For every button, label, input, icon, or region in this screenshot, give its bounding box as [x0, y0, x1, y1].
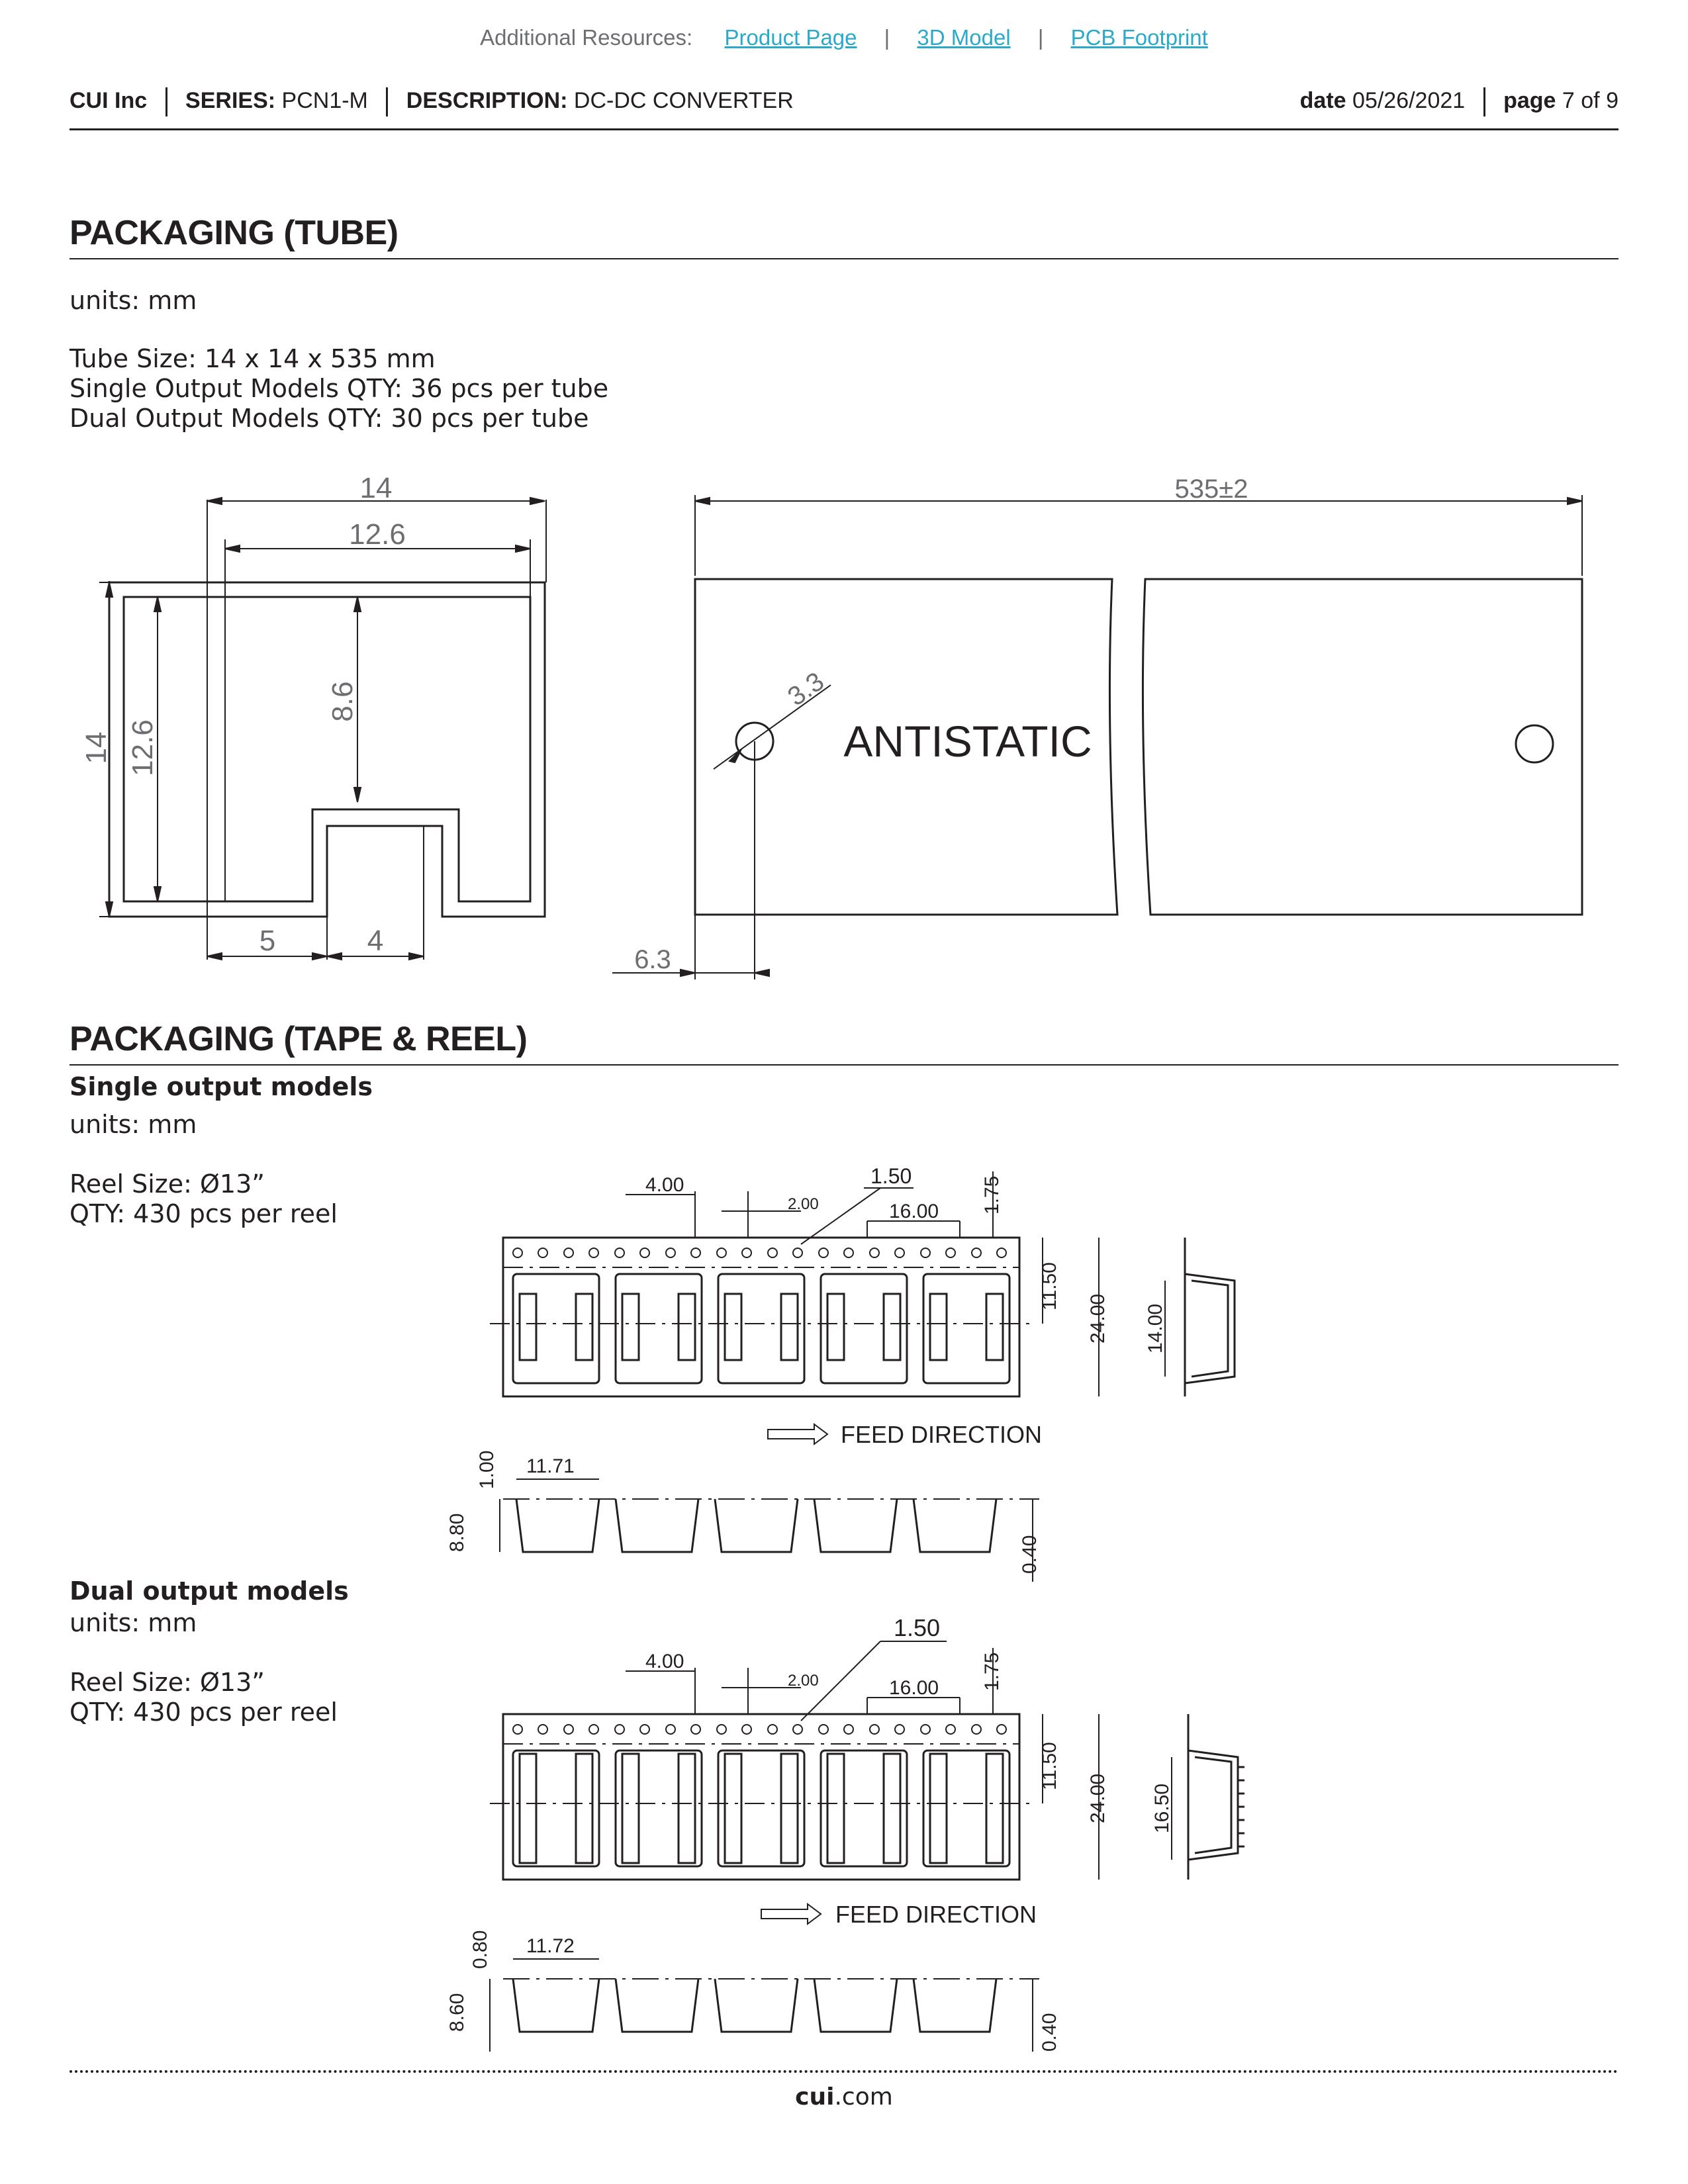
dim-14-height: 14: [80, 731, 113, 764]
tube-single-qty: Single Output Models QTY: 36 pcs per tube: [70, 374, 609, 403]
dual-dim-16-50: 16.50: [1151, 1783, 1173, 1833]
page-value: 7 of 9: [1562, 87, 1618, 113]
single-dim-24-00: 24.00: [1087, 1293, 1109, 1343]
dual-dim-11-50: 11.50: [1039, 1742, 1060, 1790]
single-dim-4-00: 4.00: [645, 1174, 684, 1196]
dual-tape-drawing: [0, 1588, 1688, 2078]
single-title: Single output models: [70, 1072, 373, 1101]
single-dim-1-00: 1.00: [476, 1450, 498, 1489]
dim-offset: 6.3: [634, 945, 671, 974]
dim-4: 4: [367, 925, 384, 957]
page-label: page: [1503, 87, 1556, 113]
dim-12-6-width: 12.6: [349, 518, 406, 551]
dim-8-6: 8.6: [326, 681, 359, 722]
tube-units: units: mm: [70, 286, 197, 315]
dim-length: 535±2: [1174, 475, 1248, 504]
single-dim-2-00: 2.00: [788, 1195, 819, 1213]
footer-domain: .com: [834, 2083, 893, 2111]
description-label: DESCRIPTION:: [406, 87, 568, 113]
product-page-link[interactable]: Product Page: [724, 25, 857, 50]
description-value: DC-DC CONVERTER: [573, 87, 794, 113]
footer-brand: cui: [795, 2083, 835, 2111]
series-value: PCN1-M: [281, 87, 368, 113]
single-qty: QTY: 430 pcs per reel: [70, 1199, 338, 1228]
dual-title: Dual output models: [70, 1576, 349, 1606]
tube-heading: PACKAGING (TUBE): [70, 214, 399, 252]
series-label: SERIES:: [185, 87, 276, 113]
dual-dim-1-75: 1.75: [981, 1652, 1003, 1691]
single-dim-1-50: 1.50: [870, 1164, 912, 1188]
single-dim-14-00: 14.00: [1145, 1303, 1166, 1353]
single-reel-size: Reel Size: Ø13”: [70, 1169, 265, 1199]
date-label: date: [1299, 87, 1346, 113]
single-units: units: mm: [70, 1110, 197, 1139]
dual-qty: QTY: 430 pcs per reel: [70, 1698, 338, 1727]
company-name: CUI Inc: [70, 87, 148, 113]
dual-dim-1-50: 1.50: [894, 1614, 941, 1641]
footer-rule: [70, 2070, 1618, 2073]
dual-dim-24-00: 24.00: [1087, 1773, 1109, 1823]
dual-dim-11-72: 11.72: [526, 1935, 575, 1957]
dual-dim-16-00: 16.00: [889, 1677, 939, 1699]
dim-12-6-height: 12.6: [126, 719, 159, 776]
antistatic-label: ANTISTATIC: [843, 717, 1092, 766]
tube-dual-qty: Dual Output Models QTY: 30 pcs per tube: [70, 404, 589, 433]
reel-heading: PACKAGING (TAPE & REEL): [70, 1020, 528, 1058]
single-dim-8-80: 8.80: [446, 1513, 468, 1552]
resources-label: Additional Resources:: [480, 25, 693, 50]
dual-dim-0-40: 0.40: [1039, 2013, 1060, 2052]
pcb-footprint-link[interactable]: PCB Footprint: [1070, 25, 1208, 50]
single-dim-16-00: 16.00: [889, 1201, 939, 1222]
dual-dim-2-00: 2.00: [788, 1672, 819, 1690]
dim-14-width: 14: [359, 472, 393, 504]
dual-units: units: mm: [70, 1608, 197, 1637]
dim-5: 5: [259, 925, 276, 957]
single-dim-11-71: 11.71: [526, 1455, 575, 1477]
dual-dim-8-60: 8.60: [446, 1993, 468, 2032]
tube-size: Tube Size: 14 x 14 x 535 mm: [70, 344, 436, 373]
single-dim-0-40: 0.40: [1019, 1535, 1041, 1574]
single-dim-11-50: 11.50: [1039, 1262, 1060, 1310]
3d-model-link[interactable]: 3D Model: [917, 25, 1011, 50]
separator: |: [1037, 25, 1044, 50]
dual-reel-size: Reel Size: Ø13”: [70, 1668, 265, 1697]
date-value: 05/26/2021: [1352, 87, 1466, 113]
footer: [0, 2083, 1688, 2111]
dual-feed-direction: FEED DIRECTION: [835, 1901, 1037, 1928]
dim-hole: 3.3: [782, 666, 829, 712]
single-dim-1-75: 1.75: [981, 1175, 1003, 1214]
dual-dim-0-80: 0.80: [469, 1930, 491, 1969]
single-feed-direction: FEED DIRECTION: [841, 1421, 1043, 1448]
dual-dim-4-00: 4.00: [645, 1651, 684, 1672]
separator: |: [884, 25, 890, 50]
